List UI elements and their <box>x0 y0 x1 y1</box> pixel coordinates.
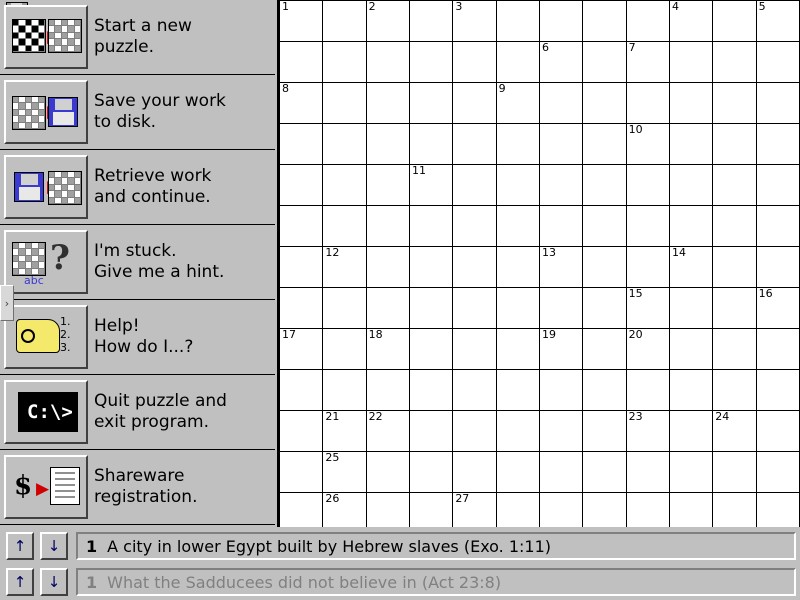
toolbar-item-line2: and continue. <box>94 187 211 207</box>
help-button[interactable] <box>4 305 88 369</box>
toolbar-item-line1: Shareware <box>94 466 185 486</box>
crossword-block-cell <box>626 1 669 42</box>
toolbar-item-hint[interactable] <box>0 225 275 300</box>
toolbar-item-line1: Start a new <box>94 16 192 36</box>
down-next-button[interactable]: ↓ <box>40 568 68 596</box>
crossword-cell[interactable] <box>756 1 799 42</box>
crossword-cell[interactable] <box>409 83 452 124</box>
crossword-row <box>280 370 800 411</box>
crossword-cell[interactable] <box>453 411 496 452</box>
crossword-cell[interactable] <box>280 165 323 206</box>
crossword-block-cell <box>713 165 756 206</box>
crossword-cell-number: 5 <box>758 0 766 13</box>
crossword-cell-number: 21 <box>325 410 340 423</box>
clue-bars <box>0 527 800 600</box>
crossword-block-cell <box>409 370 452 411</box>
crossword-block-cell <box>323 288 366 329</box>
crossword-cell[interactable] <box>626 452 669 493</box>
crossword-cell[interactable] <box>496 83 539 124</box>
down-clue-number: 1 <box>86 572 98 592</box>
crossword-cell[interactable] <box>756 165 799 206</box>
across-next-button[interactable]: ↓ <box>40 532 68 560</box>
crossword-cell-number: 10 <box>628 123 643 136</box>
toolbar-item-registration[interactable] <box>0 450 275 525</box>
crossword-cell-number: 6 <box>541 41 549 54</box>
crossword-row <box>280 206 800 247</box>
toolbar-item-line2: Give me a hint. <box>94 262 225 282</box>
registration-button[interactable] <box>4 455 88 519</box>
crossword-block-cell <box>583 452 626 493</box>
crossword-cell[interactable] <box>409 411 452 452</box>
crossword-cell-number: 27 <box>455 492 470 505</box>
crossword-block-cell <box>713 206 756 247</box>
crossword-cell[interactable] <box>366 329 409 370</box>
crossword-cell[interactable] <box>669 247 712 288</box>
crossword-cell[interactable] <box>280 370 323 411</box>
crossword-cell-number: 15 <box>628 287 643 300</box>
crossword-block-cell <box>409 452 452 493</box>
toolbar-item-line2: exit program. <box>94 412 209 432</box>
crossword-cell[interactable] <box>713 247 756 288</box>
toolbar-item-help[interactable] <box>0 300 275 375</box>
crossword-grid-panel[interactable] <box>277 0 800 527</box>
crossword-block-cell <box>539 452 582 493</box>
crossword-block-cell <box>453 42 496 83</box>
crossword-cell[interactable] <box>280 329 323 370</box>
crossword-cell[interactable] <box>756 206 799 247</box>
help-number-3: 3. <box>60 341 71 354</box>
crossword-cell[interactable] <box>453 165 496 206</box>
crossword-block-cell <box>713 370 756 411</box>
crossword-cell-number: 11 <box>411 164 426 177</box>
crossword-block-cell <box>366 124 409 165</box>
crossword-cell-number: 4 <box>671 0 679 13</box>
crossword-cell[interactable] <box>323 83 366 124</box>
crossword-cell-number: 16 <box>758 287 773 300</box>
abc-label: abc <box>24 274 44 287</box>
toolbar-item-retrieve[interactable] <box>0 150 275 225</box>
toolbar-item-label <box>94 391 227 433</box>
registration-icon: $ ▶ <box>10 461 82 513</box>
crossword-cell-number: 2 <box>368 0 376 13</box>
crossword-cell[interactable] <box>583 165 626 206</box>
crossword-block-cell <box>323 206 366 247</box>
crossword-block-cell <box>669 83 712 124</box>
crossword-block-cell <box>583 124 626 165</box>
crossword-cell[interactable] <box>626 83 669 124</box>
toolbar-sidebar <box>0 0 275 527</box>
document-icon <box>50 467 80 505</box>
crossword-cell-number: 12 <box>325 246 340 259</box>
exit-icon <box>10 386 82 438</box>
across-clue-number: 1 <box>86 536 98 556</box>
crossword-block-cell <box>453 288 496 329</box>
crossword-cell-number: 17 <box>282 328 296 341</box>
down-clue-box[interactable] <box>76 568 796 596</box>
crossword-cell[interactable] <box>496 329 539 370</box>
crossword-cell-number: 24 <box>715 410 730 423</box>
retrieve-button[interactable] <box>4 155 88 219</box>
crossword-block-cell <box>669 165 712 206</box>
help-number-1: 1. <box>60 315 71 328</box>
crossword-cell-selected[interactable] <box>409 1 452 42</box>
crossword-block-cell <box>539 370 582 411</box>
toolbar-item-label <box>94 166 211 208</box>
crossword-cell[interactable] <box>583 329 626 370</box>
crossword-block-cell <box>539 288 582 329</box>
crossword-block-cell <box>539 124 582 165</box>
toolbar-item-line1: Retrieve work <box>94 166 212 186</box>
crossword-row <box>280 124 800 165</box>
crossword-cell[interactable] <box>626 206 669 247</box>
across-prev-button[interactable]: ↑ <box>6 532 34 560</box>
crossword-block-cell <box>409 124 452 165</box>
crossword-block-cell <box>496 124 539 165</box>
crossword-block-cell <box>366 206 409 247</box>
crossword-cell[interactable] <box>280 42 323 83</box>
crossword-cell[interactable] <box>280 206 323 247</box>
hint-icon <box>10 236 82 288</box>
question-mark-icon: ? <box>50 238 70 278</box>
crossword-row <box>280 42 800 83</box>
crossword-block-cell <box>366 288 409 329</box>
crossword-block-cell <box>409 288 452 329</box>
crossword-cell[interactable] <box>756 124 799 165</box>
crossword-cell[interactable] <box>280 452 323 493</box>
crossword-cell-number: 7 <box>628 41 636 54</box>
crossword-block-cell <box>583 42 626 83</box>
crossword-cell[interactable] <box>496 411 539 452</box>
dos-prompt-label: C:\> <box>27 401 73 423</box>
crossword-cell[interactable] <box>539 165 582 206</box>
crossword-block-cell <box>583 206 626 247</box>
crossword-cell-number: 25 <box>325 451 340 464</box>
toolbar-item-label <box>94 466 198 508</box>
crossword-cell[interactable] <box>756 42 799 83</box>
crossword-block-cell <box>366 42 409 83</box>
new-puzzle-icon <box>10 11 82 63</box>
toolbar-item-line1: Save your work <box>94 91 226 111</box>
crossword-block-cell <box>453 206 496 247</box>
crossword-cell[interactable] <box>409 329 452 370</box>
crossword-cell[interactable] <box>409 165 452 206</box>
crossword-row <box>280 247 800 288</box>
crossword-cell[interactable] <box>453 83 496 124</box>
crossword-cell-number: 22 <box>368 410 383 423</box>
toolbar-item-label <box>94 241 224 283</box>
crossword-cell[interactable] <box>496 288 539 329</box>
help-hand-icon <box>10 311 82 363</box>
crossword-block-cell <box>669 411 712 452</box>
crossword-block-cell <box>453 452 496 493</box>
crossword-cell[interactable] <box>713 411 756 452</box>
crossword-cell[interactable] <box>713 452 756 493</box>
crossword-cell[interactable] <box>323 165 366 206</box>
crossword-cell[interactable] <box>280 124 323 165</box>
toolbar-item-quit[interactable] <box>0 375 275 450</box>
crossword-block-cell <box>409 42 452 83</box>
crossword-row <box>280 329 800 370</box>
crossword-block-cell <box>583 370 626 411</box>
crossword-cell[interactable] <box>280 247 323 288</box>
crossword-cell[interactable] <box>539 411 582 452</box>
crossword-cell-number: 8 <box>282 82 289 95</box>
crossword-cell[interactable] <box>756 329 799 370</box>
down-clue-row <box>0 565 800 599</box>
crossword-cell[interactable] <box>626 165 669 206</box>
toolbar-item-label <box>94 91 226 133</box>
crossword-cell[interactable] <box>756 288 799 329</box>
crossword-cell[interactable] <box>583 247 626 288</box>
crossword-row <box>280 288 800 329</box>
crossword-cell-number: 18 <box>368 328 383 341</box>
toolbar-item-label <box>94 316 193 358</box>
floppy-disk-icon <box>14 172 44 202</box>
crossword-cell-number: 14 <box>671 246 686 259</box>
crossword-block-cell <box>669 206 712 247</box>
toolbar-item-new-puzzle[interactable] <box>0 0 275 75</box>
crossword-cell[interactable] <box>756 370 799 411</box>
crossword-cell[interactable] <box>366 83 409 124</box>
crossword-cell[interactable] <box>713 329 756 370</box>
crossword-cell-number: 13 <box>541 246 556 259</box>
crossword-cell-selected[interactable] <box>323 1 366 42</box>
crossword-block-cell <box>583 1 626 42</box>
new-puzzle-button[interactable] <box>4 5 88 69</box>
crossword-cell[interactable] <box>669 124 712 165</box>
crossword-block-cell <box>323 370 366 411</box>
crossword-cell-number: 19 <box>541 328 556 341</box>
toolbar-item-line1: I'm stuck. <box>94 241 177 261</box>
crossword-cell[interactable] <box>626 42 669 83</box>
crossword-cell[interactable] <box>453 329 496 370</box>
crossword-row <box>280 452 800 493</box>
toolbar-item-line2: registration. <box>94 487 198 507</box>
crossword-cell[interactable] <box>626 288 669 329</box>
crossword-cell[interactable] <box>756 247 799 288</box>
crossword-cell[interactable] <box>626 247 669 288</box>
toolbar-item-line1: Quit puzzle and <box>94 391 227 411</box>
retrieve-from-disk-icon <box>10 161 82 213</box>
toolbar-item-label <box>94 16 192 58</box>
crossword-cell[interactable] <box>669 329 712 370</box>
across-clue-box[interactable] <box>76 532 796 560</box>
crossword-block-cell <box>453 124 496 165</box>
crossword-row <box>280 165 800 206</box>
crossword-block-cell <box>539 206 582 247</box>
crossword-cell[interactable] <box>756 452 799 493</box>
crossword-cell-number: 23 <box>628 410 643 423</box>
crossword-cell-selected[interactable] <box>280 1 323 42</box>
toolbar-item-line2: How do I...? <box>94 337 194 357</box>
crossword-cell[interactable] <box>366 411 409 452</box>
crossword-cell[interactable] <box>409 247 452 288</box>
across-clue-text: A city in lower Egypt built by Hebrew slaves (Exo. 1:11) <box>107 536 552 556</box>
crossword-block-cell <box>496 42 539 83</box>
crossword-block-cell <box>756 83 799 124</box>
quit-button[interactable] <box>4 380 88 444</box>
crossword-cell[interactable] <box>280 411 323 452</box>
help-number-2: 2. <box>60 328 71 341</box>
toolbar-item-line2: puzzle. <box>94 37 154 57</box>
crossword-cell[interactable] <box>713 1 756 42</box>
crossword-cell[interactable] <box>713 124 756 165</box>
crossword-cell[interactable] <box>626 124 669 165</box>
crossword-cell[interactable] <box>496 206 539 247</box>
crossword-block-cell <box>280 288 323 329</box>
crossword-block-cell <box>713 288 756 329</box>
toolbar-item-save[interactable] <box>0 75 275 150</box>
crossword-cell[interactable] <box>366 165 409 206</box>
toolbar-item-line2: to disk. <box>94 112 157 132</box>
crossword-cell[interactable] <box>669 42 712 83</box>
crossword-block-cell <box>323 124 366 165</box>
crossword-cell-selected[interactable] <box>366 1 409 42</box>
crossword-cell-selected[interactable] <box>539 1 582 42</box>
crossword-cell[interactable] <box>539 42 582 83</box>
crossword-cell[interactable] <box>323 329 366 370</box>
crossword-block-cell <box>323 42 366 83</box>
crossword-cell-selected[interactable] <box>453 1 496 42</box>
crossword-cell[interactable] <box>756 411 799 452</box>
crossword-cell[interactable] <box>669 1 712 42</box>
crossword-cell[interactable] <box>496 247 539 288</box>
down-prev-button[interactable]: ↑ <box>6 568 34 596</box>
crossword-cell[interactable] <box>626 370 669 411</box>
across-clue-row <box>0 529 800 563</box>
crossword-cell[interactable] <box>583 83 626 124</box>
crossword-block-cell <box>669 370 712 411</box>
crossword-cell-number: 20 <box>628 328 643 341</box>
crossword-block-cell <box>669 452 712 493</box>
crossword-cell-selected[interactable] <box>496 1 539 42</box>
crossword-cell[interactable] <box>496 165 539 206</box>
panel-expand-handle[interactable]: › <box>0 285 14 321</box>
crossword-cell[interactable] <box>713 83 756 124</box>
save-button[interactable] <box>4 80 88 144</box>
crossword-cell[interactable] <box>496 370 539 411</box>
crossword-cell-number: 3 <box>455 0 463 13</box>
crossword-block-cell <box>366 370 409 411</box>
crossword-block-cell <box>496 452 539 493</box>
crossword-cell[interactable] <box>539 247 582 288</box>
crossword-block-cell <box>366 452 409 493</box>
crossword-cell-number: 1 <box>282 0 289 13</box>
crossword-grid[interactable] <box>279 0 800 534</box>
crossword-cell[interactable] <box>280 83 323 124</box>
crossword-cell[interactable] <box>539 329 582 370</box>
crossword-block-cell <box>669 288 712 329</box>
crossword-block-cell <box>453 370 496 411</box>
crossword-cell[interactable] <box>583 288 626 329</box>
crossword-cell[interactable] <box>539 83 582 124</box>
hint-button[interactable] <box>4 230 88 294</box>
crossword-cell[interactable] <box>323 411 366 452</box>
help-number-list <box>60 315 71 354</box>
crossword-row <box>280 411 800 452</box>
down-clue-text: What the Sadducees did not believe in (Act 23:8) <box>107 572 502 592</box>
crossword-cell[interactable] <box>626 329 669 370</box>
crossword-cell[interactable] <box>713 42 756 83</box>
crossword-cell-number: 26 <box>325 492 340 505</box>
crossword-cell[interactable] <box>366 247 409 288</box>
crossword-cell[interactable] <box>583 411 626 452</box>
toolbar-item-line1: Help! <box>94 316 140 336</box>
crossword-cell[interactable] <box>323 247 366 288</box>
crossword-cell-number: 9 <box>498 82 506 95</box>
crossword-cell[interactable] <box>453 247 496 288</box>
crossword-row <box>280 1 800 42</box>
crossword-block-cell <box>409 206 452 247</box>
crossword-row <box>280 83 800 124</box>
save-to-disk-icon <box>10 86 82 138</box>
crossword-cell[interactable] <box>626 411 669 452</box>
crossword-cell[interactable] <box>323 452 366 493</box>
floppy-disk-icon <box>48 97 78 127</box>
dollar-sign-icon: $ <box>14 471 33 501</box>
